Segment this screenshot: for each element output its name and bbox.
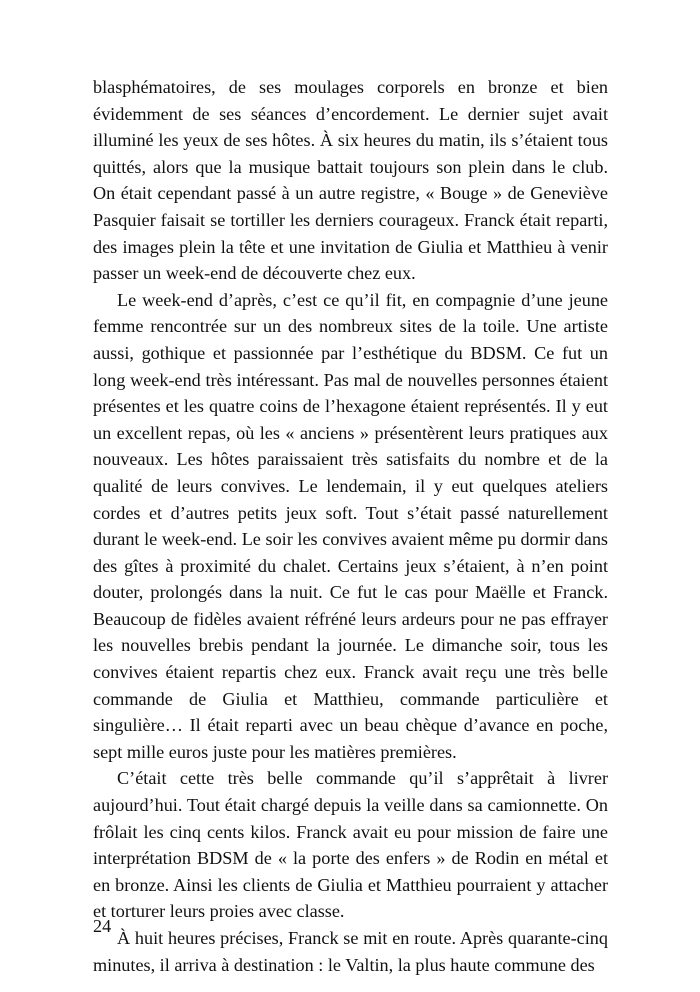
paragraph-3: C’était cette très belle commande qu’il s’apprêtait à livrer aujourd’hui. Tout était chargé depuis la veille dans sa camionnette. On frôlait les cinq cents kilos. Franck avait eu pour mission de faire une interprétation BDSM de « la porte des enfers » de Rodin en métal et en bronze. Ainsi les clients de Giulia et Matthieu pourraient y attacher et torturer leurs proies avec classe. (93, 768, 608, 922)
body-text (93, 74, 608, 978)
paragraph-4: À huit heures précises, Franck se mit en route. Après quarante-cinq minutes, il arriva à destination : le Valtin, la plus haute commune des (93, 928, 608, 975)
paragraph-1: blasphématoires, de ses moulages corporels en bronze et bien évidemment de ses séances d’encordement. Le dernier sujet avait illuminé les yeux de ses hôtes. À six heures du matin, ils s’étaient tous quittés, alors que la musique battait toujours son plein dans le club. On était cependant passé à un autre registre, « Bouge » de Geneviève Pasquier faisait se tortiller les derniers courageux. Franck était reparti, des images plein la tête et une invitation de Giulia et Matthieu à venir passer un week-end de découverte chez eux. (93, 77, 608, 284)
page-number: 24 (93, 916, 112, 936)
paragraph-2: Le week-end d’après, c’est ce qu’il fit, en compagnie d’une jeune femme rencontrée sur un des nombreux sites de la toile. Une artiste aussi, gothique et passionnée par l’esthétique du BDSM. Ce fut un long week-end très intéressant. Pas mal de nouvelles personnes étaient présentes et les quatre coins de l’hexagone étaient représentés. Il y eut un excellent repas, où les « anciens » présentèrent leurs pratiques aux nouveaux. Les hôtes paraissaient très satisfaits du nombre et de la qualité de leurs convives. Le lendemain, il y eut quelques ateliers cordes et d’autres petits jeux soft. Tout s’était passé naturellement durant le week-end. Le soir les convives avaient même pu dormir dans des gîtes à proximité du chalet. Certains jeux s’étaient, à n’en point douter, prolongés dans la nuit. Ce fut le cas pour Maëlle et Franck. Beaucoup de fidèles avaient réfréné leurs ardeurs pour ne pas effrayer les nouvelles brebis pendant la journée. Le dimanche soir, tous les convives étaient repartis chez eux. Franck avait reçu une très belle commande de Giulia et Matthieu, commande particulière et singulière… Il était reparti avec un beau chèque d’avance en poche, sept mille euros juste pour les matières premières. (93, 289, 608, 762)
